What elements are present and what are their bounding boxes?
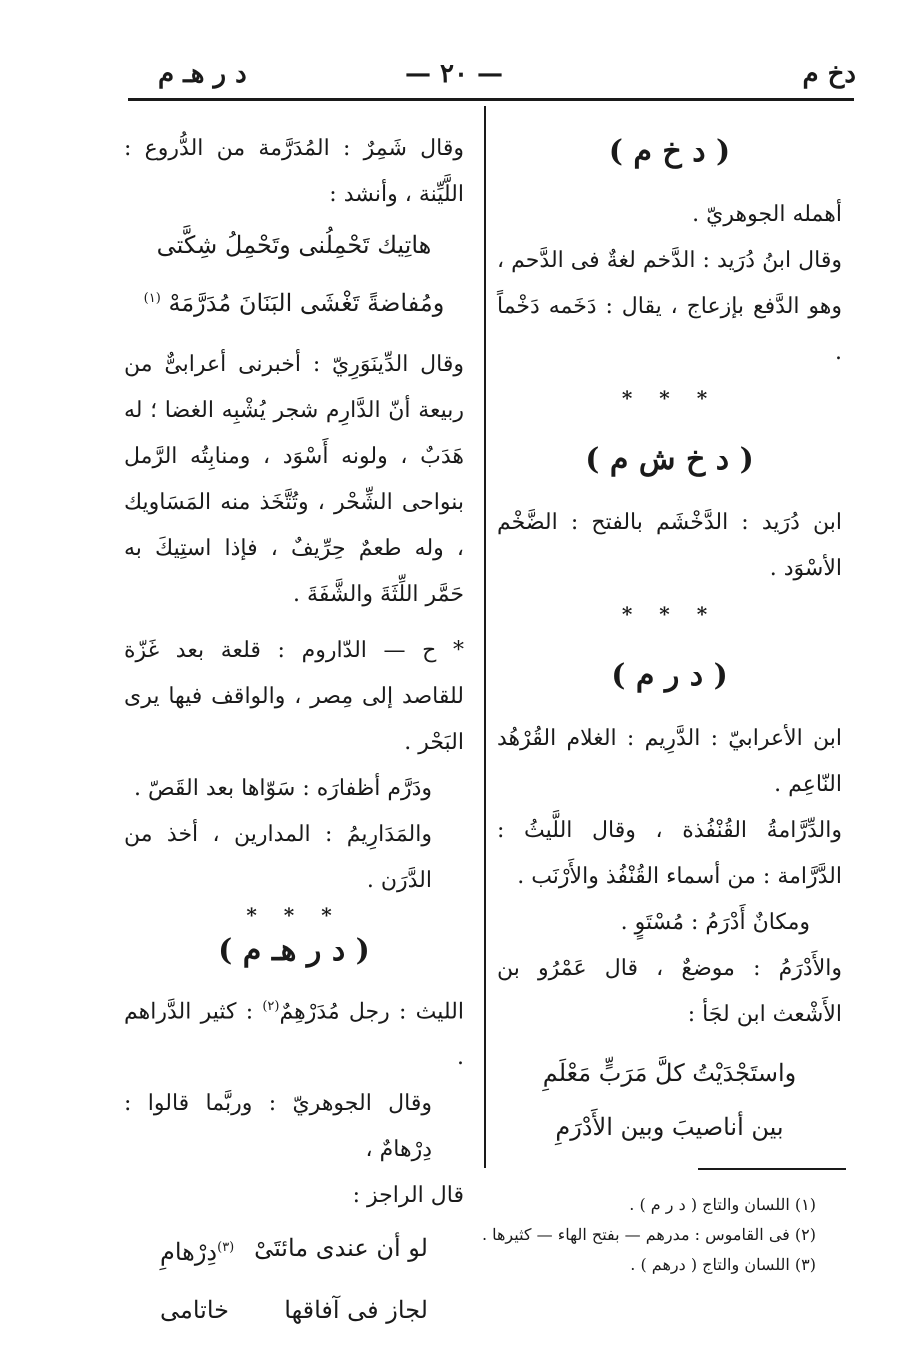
hemistich: خاتامى xyxy=(160,1296,229,1325)
text-run: : كثير الدَّراهم . xyxy=(124,999,464,1071)
paragraph: والأَدْرَمُ : موضعٌ ، قال عَمْرُو بن الأَشْعث ابن لجَأ : xyxy=(497,956,842,1027)
right-column xyxy=(497,112,842,1154)
section-separator: * * * xyxy=(621,386,718,410)
footnote: (٢) فى القاموس : مدرهم — بفتح الهاء — كثيرها . xyxy=(481,1225,816,1244)
verse-line xyxy=(124,272,464,330)
hemistich: لو أن عندى مائتَىْ xyxy=(254,1234,428,1263)
paragraph: ابن دُرَيد : الدَّخْشَم بالفتح : الضَّخْم الأسْوَد . xyxy=(497,510,842,581)
entry-title-drm: ( د ر م ) xyxy=(611,658,728,693)
paragraph xyxy=(124,984,464,1081)
column-divider xyxy=(484,106,486,1168)
hemistich xyxy=(160,1219,234,1281)
hemistich-text: دِرْهامِ xyxy=(160,1238,218,1267)
paragraph: وقال الجوهريّ : وربَّما قالوا : دِرْهامٌ ، xyxy=(124,1091,432,1163)
paragraph: أهمله الجوهريّ . xyxy=(692,202,842,227)
page-number: — ٢٠ — xyxy=(404,59,504,89)
paragraph: ابن الأعرابيّ : الدَّرِيم : الغلام القُرْهُد النّاعِم . xyxy=(497,726,842,797)
verse-line: واستَجْدَيْتُ كلَّ مَرَبٍّ مَعْلَمِ xyxy=(542,1059,797,1087)
footnote-rule xyxy=(698,1168,846,1170)
section-separator: * * * xyxy=(621,602,718,626)
footnote-ref: (٢) xyxy=(262,999,280,1014)
entry-title-dkhm: ( د خ م ) xyxy=(608,134,731,169)
verse-line: بين أناصيبَ وبين الأَدْرَمِ xyxy=(555,1113,784,1141)
entry-title-dkhshm: ( د خ ش م ) xyxy=(585,442,754,477)
hemistich: لجاز فى آفاقها xyxy=(284,1296,428,1325)
paragraph: وقال الدِّينَوَرِيّ : أخبرنى أعرابىٌّ من ربيعة أنّ الدَّارِم شجر يُشْبِه الغضا ؛ له هَدَبٌ ، ولونه أَسْوَد ، ومنابِتُه الرَّمل بنواحى الشِّحْر ، وتُتَّخَذ منه المَسَاويك ، وله طعمٌ حِرِّيفٌ ، فإذا استِيكَ به حَمَّر اللِّثَةَ والشَّفَةَ . xyxy=(124,352,464,607)
header-rule xyxy=(128,98,854,101)
footnote: (٣) اللسان والتاج ( درهم ) . xyxy=(630,1255,816,1274)
verse-text: ومُفاضةً تَغْشَى البَنَانَ مُدَرَّمَهْ xyxy=(168,289,445,317)
running-head-left: د ر هـ م xyxy=(158,59,247,89)
footnote-ref: (٣) xyxy=(217,1240,235,1256)
paragraph: والمَدَارِيمُ : المدارين ، أخذ من الدَّرَن . xyxy=(124,822,432,893)
footnote-ref: (١) xyxy=(143,291,161,306)
entry-title-drhm: ( د ر هـ م ) xyxy=(218,933,370,968)
paragraph: وقال ابنُ دُرَيد : الدَّخم لغةٌ فى الدَّحم ، وهو الدَّفع بإزعاج ، يقال : دَخَمه دَخْماً . xyxy=(497,248,842,365)
section-separator: * * * xyxy=(246,903,342,927)
paragraph: ومكانٌ أَدْرَمُ : مُسْتَوٍ . xyxy=(620,910,810,935)
paragraph: ودَرَّم أظفارَه : سَوّاها بعد القَصّ . xyxy=(133,776,432,801)
footnote: (١) اللسان والتاج ( د ر م ) . xyxy=(629,1195,816,1214)
paragraph: وقال شَمِرٌ : المُدَرَّمة من الدُّروع : اللَّيِّنة ، وأنشد : xyxy=(124,136,464,207)
paragraph: قال الراجز : xyxy=(352,1183,464,1209)
text-run: الليث : رجل مُدَرْهِمٌ xyxy=(279,999,464,1025)
left-column xyxy=(124,112,464,1339)
verse-line xyxy=(124,1281,464,1339)
paragraph: * ح — الدّاروم : قلعة بعد غَزّة للقاصد إلى مِصر ، والواقف فيها يرى البَحْر . xyxy=(124,638,464,755)
verse-line: هاتِيك تَحْمِلُنى وتَحْمِلُ شِكَّتى xyxy=(156,231,432,259)
paragraph: والدِّرَّامةُ القُنْفُذة ، وقال اللَّيثُ : الدَّرَّامة : من أسماء القُنْفُذ والأَرْنَب . xyxy=(497,818,842,889)
running-head-right: دخ م xyxy=(802,59,856,89)
